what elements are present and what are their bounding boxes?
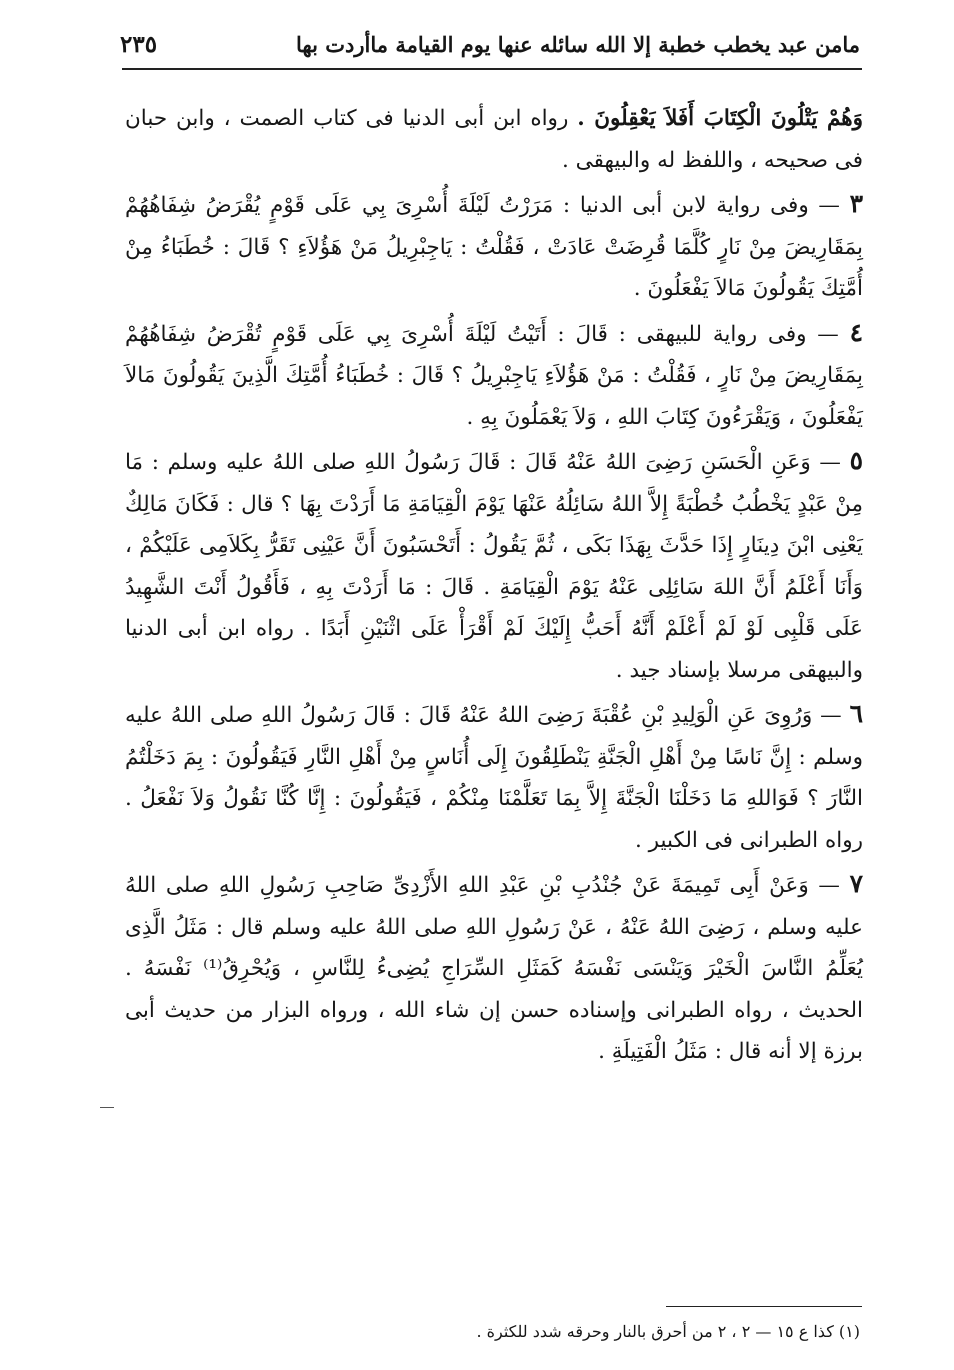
paragraph-text: وفى رواية للبيهقى : قَالَ : أَتَيْتُ لَيْلَةَ أُسْرِىَ بِي عَلَى قَوْمٍ تُقْرَضُ شِفَاهُهُمْ بِمَقَارِيضَ مِنْ نَارٍ ، فَقُلْتُ : مَنْ هَؤُلاَءِ يَاجِبْرِيلُ ؟ قَالَ : خُطَبَاءُ أُمَّتِكَ الَّذِينَ يَقُولُونَ مَالاَ يَفْعَلُونَ ، وَيَقْرَءُونَ كِتَابَ اللهِ ، وَلاَ يَعْمَلُونَ بِهِ . — [125, 321, 863, 430]
number-dash: — — [806, 321, 850, 347]
running-title: مامن عبد يخطب خطبة إلا الله سائله عنها يوم القيامة ماأردت بها — [296, 31, 860, 57]
hadith-number: ٧ — [849, 869, 864, 898]
page-header — [120, 22, 860, 66]
paragraph-continuation — [125, 98, 863, 181]
paragraph-text: وفى رواية لابن أبى الدنيا : مَرَرْتُ لَيْلَةَ أُسْرِىَ بِي عَلَى قَوْمٍ يُقْرَضُ شِفَاهُهُمْ بِمَقَارِيضَ مِنْ نَارٍ كُلَّمَا قُرِضَتْ عَادَتْ ، فَقُلْتُ : يَاجِبْرِيلُ مَنْ هَؤُلاَءِ ؟ قَالَ : خُطَبَاءُ مِنْ أُمَّتِكَ يَقُولُونَ مَالاَ يَفْعَلُونَ . — [125, 193, 863, 301]
number-dash: — — [808, 193, 850, 218]
page-number: ٢٣٥ — [120, 30, 158, 58]
hadith-7 — [125, 863, 863, 1073]
number-dash: — — [808, 873, 850, 898]
hadith-number: ٤ — [849, 317, 864, 347]
hadith-4 — [125, 312, 863, 439]
header-rule — [122, 68, 862, 70]
paragraph-text: وَرُوِىَ عَنِ الْوَلِيدِ بْنِ عُقْبَةَ رَضِىَ اللهُ عَنْهُ قَالَ : قَالَ رَسُولُ اللهِ صلى اللهُ عليه وسلم : إِنَّ نَاسًا مِنْ أَهْلِ الْجَنَّةِ يَنْطَلِقُونَ إِلَى أُنَاسٍ مِنْ أَهْلِ النَّارِ فَيَقُولُونَ : بِمَ دَخَلْتُمُ النَّارَ ؟ فَوَاللهِ مَا دَخَلْنَا الْجَنَّةَ إِلاَّ بِمَا تَعَلَّمْنَا مِنْكُمْ ، فَيَقُولُونَ : إِنَّا كُنَّا نَقُولُ وَلاَ نَفْعَلُ . رواه الطبرانى فى الكبير . — [125, 703, 863, 853]
hadith-number: ٥ — [849, 446, 863, 475]
footnote-rule — [666, 1306, 862, 1307]
footnote: (١) كذا ع ١٥ — ٢ ، ٢ من أحرق بالنار وحرقه شدد للكثرة . — [476, 1322, 860, 1341]
paragraph-text: رواه ابن أبى الدنيا فى كتاب الصمت ، وابن حبان فى صحيحه ، واللفظ له والبيهقى . — [125, 106, 863, 173]
hadith-6 — [125, 693, 863, 861]
hadith-number: ٣ — [849, 189, 863, 218]
paragraph-text: وَعَنِ الْحَسَنِ رَضِىَ اللهُ عَنْهُ قَالَ : قَالَ رَسُولُ اللهِ صلى اللهُ عليه وسلم : مَا مِنْ عَبْدٍ يَخْطُبُ خُطْبَةً إِلاَّ اللهُ سَائِلُهُ عَنْهَا يَوْمَ الْقِيَامَةِ مَا أَرَدْتَ بِهَا ؟ قال : فَكَانَ مَالِكٌ يَعْنِى ابْنَ دِينَارٍ إِذَا حَدَّثَ بِهَذَا بَكَى ، ثُمَّ يَقُولُ : أَتَحْسَبُونَ أَنَّ عَيْنِى تَقَرُّ بِكَلاَمِى عَلَيْكُمْ ، وَأَنَا أَعْلَمُ أَنَّ اللهَ سَائِلِى عَنْهُ يَوْمَ الْقِيَامَةِ . قَالَ : مَا أَرَدْتَ بِهِ ، فَأَقُولُ أَنْتَ الشَّهِيدُ عَلَى قَلْبِى لَوْ لَمْ أَعْلَمْ أَنَّهُ أَحَبُّ إِلَيْكَ لَمْ أَقْرَأْ عَلَى اثْنَيْنِ أَبَدًا . رواه ابن أبى الدنيا والبيهقى مرسلا بإسناد جيد . — [125, 450, 863, 683]
hadith-3 — [125, 183, 863, 310]
margin-mark — [100, 1107, 114, 1108]
number-dash: — — [812, 703, 850, 728]
hadith-number: ٦ — [849, 699, 864, 728]
paragraph-text: وَعَنْ أَبِى تَمِيمَةَ عَنْ جُنْدُبِ بْنِ عَبْدِ اللهِ الأَزْدِىِّ صَاحِبِ رَسُولِ اللهِ صلى اللهُ عليه وسلم ، رَضِىَ اللهُ عَنْهُ ، عَنْ رَسُولِ اللهِ صلى اللهُ عليه وسلم قال : مَثَلُ الَّذِى يُعَلِّمُ النَّاسَ الْخَيْرَ وَيَنْسَى نَفْسَهُ كَمَثَلِ السِّرَاجِ يُضِىءُ لِلنَّاسِ ، وَيُحْرِقُ⁽¹⁾ نَفْسَهُ . الحديث ، رواه الطبرانى وإسناده حسن إن شاء الله ، ورواه البزار من حديث أبى برزة إلا أنه قال : مَثَلُ الْفَتِيلَةِ . — [125, 873, 863, 1064]
number-dash: — — [810, 450, 850, 475]
page-body — [125, 98, 863, 1073]
hadith-5 — [125, 440, 863, 691]
quoted-text: وَهُمْ يَتْلُونَ الْكِتَابَ أَفَلاَ يَعْقِلُونَ . — [577, 106, 863, 131]
